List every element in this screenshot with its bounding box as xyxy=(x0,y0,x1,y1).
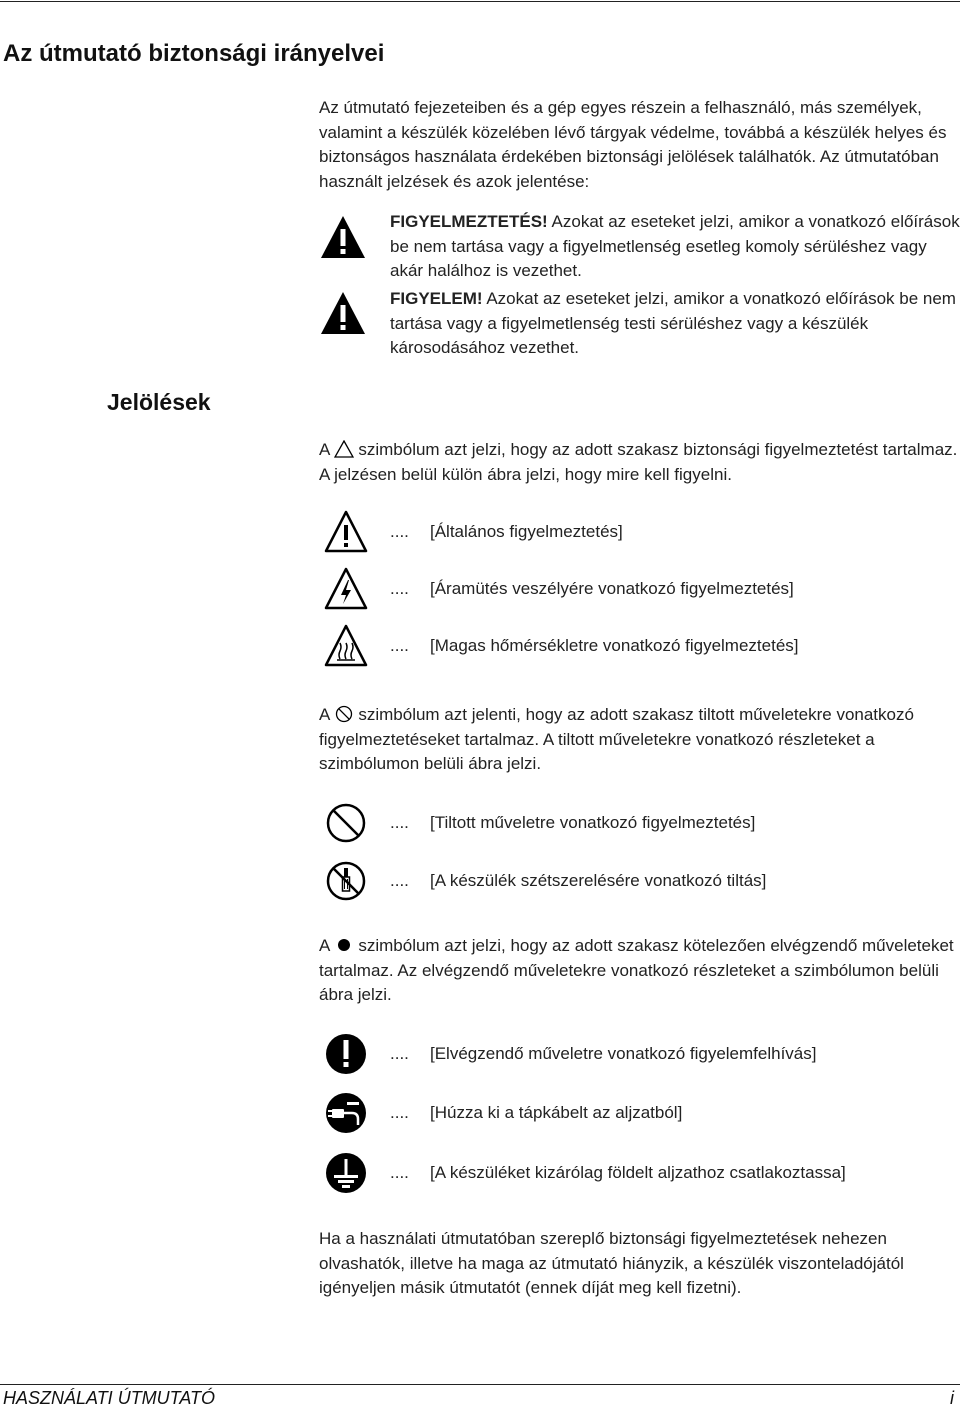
no-disassembly-row xyxy=(390,870,766,892)
warning-triangle-filled-icon xyxy=(319,214,367,262)
intro-paragraph: Az útmutató fejezeteiben és a gép egyes részein a felhasználó, más személyek, valamint a készülék közelében lévő tárgyak védelme, továbbá a készülék helyes és biztonságos használata érdekében biztonsági jelölések találhatók. Az útmutatóban használt jelzések és azok jelentése: xyxy=(319,98,947,191)
filled-circle-icon xyxy=(334,936,354,954)
general-warning-icon xyxy=(323,509,369,555)
triangle-text: szimbólum azt jelzi, hogy az adott szakasz biztonsági figyelmeztetést tartalmaz. A jelzésen belül külön ábra jelzi, hogy mire kell figyelni. xyxy=(319,440,958,484)
outline-triangle-icon xyxy=(334,440,354,458)
ground-icon xyxy=(323,1150,369,1196)
high-temperature-label: [Magas hőmérsékletre vonatkozó figyelmeztetés] xyxy=(430,636,799,655)
closing-paragraph: Ha a használati útmutatóban szereplő biztonsági figyelmeztetések nehezen olvashatók, illetve ha maga az útmutató hiányzik, a készülék viszonteladójától igényeljen másik útmutatót (ennek díját meg kell fizetni). xyxy=(319,1229,904,1297)
leader-dots: .... xyxy=(390,1103,409,1122)
leader-dots: .... xyxy=(390,579,409,598)
prohibited-row xyxy=(390,812,755,834)
triangle-prefix: A xyxy=(319,440,331,459)
top-rule xyxy=(0,1,960,2)
general-warning-label: [Általános figyelmeztetés] xyxy=(430,522,623,541)
mandatory-paragraph xyxy=(319,934,959,1008)
leader-dots: .... xyxy=(390,1044,409,1063)
leader-dots: .... xyxy=(390,522,409,541)
prohibition-text: szimbólum azt jelenti, hogy az adott szakasz tiltott műveletekre vonatkozó figyelmeztetéseket tartalmaz. A tiltott műveletekre vonatkozó részleteket a szimbólumon belüli ábra jelzi. xyxy=(319,705,914,773)
no-disassembly-label: [A készülék szétszerelésére vonatkozó tiltás] xyxy=(430,871,767,890)
unplug-icon xyxy=(323,1090,369,1136)
ground-row xyxy=(390,1162,846,1184)
footer-manual-title: HASZNÁLATI ÚTMUTATÓ xyxy=(3,1388,216,1408)
unplug-label: [Húzza ki a tápkábelt az aljzatból] xyxy=(430,1103,683,1122)
electric-shock-warning-icon xyxy=(323,566,369,612)
warning-text: Azokat az eseteket jelzi, amikor a vonatkozó előírások be nem tartása vagy a figyelmetlenség esetleg komoly sérüléshez vagy akár halálhoz is vezethet. xyxy=(390,212,960,280)
prohibition-prefix: A xyxy=(319,705,331,724)
triangle-paragraph xyxy=(319,438,959,487)
prohibition-inline-icon xyxy=(334,705,354,723)
page-title: Az útmutató biztonsági irányelvei xyxy=(3,40,385,67)
mandatory-text: szimbólum azt jelzi, hogy az adott szakasz kötelezően elvégzendő műveleteket tartalmaz. Az elvégzendő műveletekre vonatkozó részleteket a szimbólumon belüli ábra jelzi. xyxy=(319,936,954,1004)
unplug-row xyxy=(390,1102,682,1124)
caution-triangle-filled-icon xyxy=(319,290,367,338)
prohibited-icon xyxy=(323,800,369,846)
high-temperature-row xyxy=(390,635,799,657)
prohibited-label: [Tiltott műveletre vonatkozó figyelmeztetés] xyxy=(430,813,756,832)
caution-text: Azokat az eseteket jelzi, amikor a vonatkozó előírások be nem tartása vagy a figyelmetlenség testi sérüléshez vagy a készülék károsodásához vezethet. xyxy=(390,289,956,357)
mandatory-action-label: [Elvégzendő műveletre vonatkozó figyelemfelhívás] xyxy=(430,1044,817,1063)
leader-dots: .... xyxy=(390,1163,409,1182)
caution-label: FIGYELEM! xyxy=(390,289,483,308)
mandatory-prefix: A xyxy=(319,936,331,955)
footer-rule xyxy=(0,1384,960,1385)
warning-label: FIGYELMEZTETÉS! xyxy=(390,212,548,231)
warning-paragraph xyxy=(390,210,960,284)
caution-paragraph xyxy=(390,287,960,361)
ground-label: [A készüléket kizárólag földelt aljzathoz csatlakoztassa] xyxy=(430,1163,846,1182)
mandatory-action-row xyxy=(390,1043,816,1065)
prohibition-paragraph xyxy=(319,703,959,777)
high-temperature-warning-icon xyxy=(323,623,369,669)
mandatory-action-icon xyxy=(323,1031,369,1077)
no-disassembly-icon xyxy=(323,858,369,904)
electric-shock-row xyxy=(390,578,794,600)
section-label: Jelölések xyxy=(107,389,211,415)
electric-shock-label: [Áramütés veszélyére vonatkozó figyelmeztetés] xyxy=(430,579,794,598)
general-warning-row xyxy=(390,521,623,543)
footer-page-number: i xyxy=(950,1388,954,1408)
leader-dots: .... xyxy=(390,871,409,890)
leader-dots: .... xyxy=(390,813,409,832)
leader-dots: .... xyxy=(390,636,409,655)
